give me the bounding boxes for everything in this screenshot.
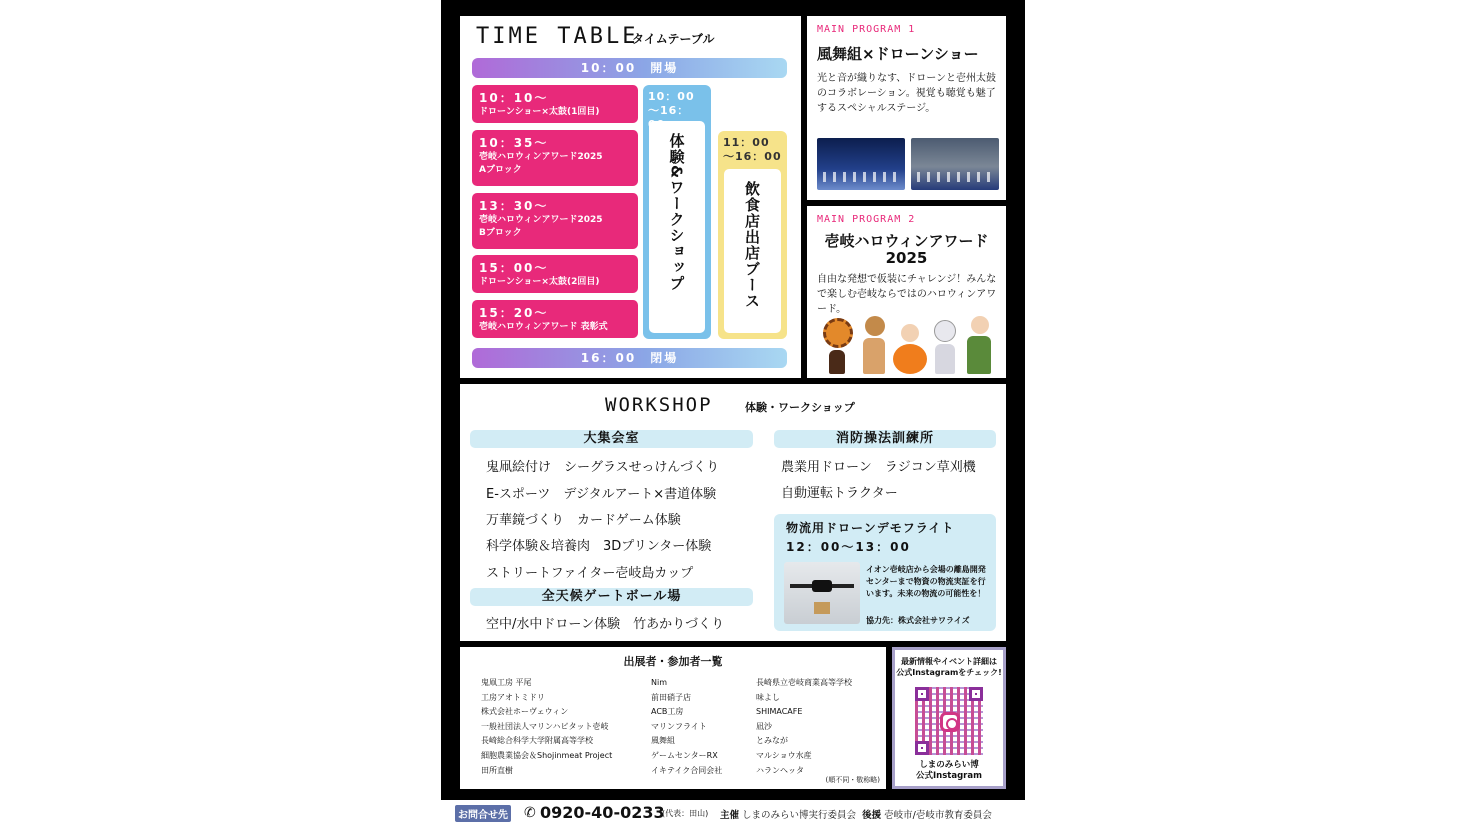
drone-show-photo [817,138,905,190]
timetable-slot: 10：10〜 ドローンショー×太鼓(1回目) [472,85,638,123]
delivery-drone-photo [784,562,860,624]
list-item: 味よし [756,692,780,702]
phone-icon: ✆ [524,805,536,821]
workshop-column-label: 体験&ワークショップ [667,133,686,292]
list-item: 鬼凧工房 平尾 [481,678,532,687]
timetable-slot: 13：30〜 壱岐ハロウィンアワード2025 Bブロック [472,193,638,249]
workshop-subtitle: 体験・ワークショップ [745,401,855,414]
taiko-stage-photo [911,138,999,190]
list-item: マルショウ水産 [756,750,812,760]
timetable-slot: 15：20〜 壱岐ハロウィンアワード 表彰式 [472,300,638,338]
drone-demo-flight-box [774,514,996,631]
list-item: 細胞農業協会＆Shojinmeat Project [481,750,613,760]
contact-label: お問合せ先 [455,805,511,822]
list-item: ACB工房 [651,707,684,717]
phone-representative: (代表：田山) [662,809,709,818]
list-item: 風舞組 [651,736,675,746]
workshop-item-row: 鬼凧絵付け シーグラスせっけんづくり [486,460,720,475]
list-item: 長崎県立壱岐商業高等学校 [756,678,852,687]
workshop-item-row: 万華鏡づくり カードゲーム体験 [486,513,681,528]
exhibitors-column-2 [651,676,722,778]
program-description: 光と音が織りなす、ドローンと壱州太鼓のコラボレーション。視覚も聴覚も魅了するスペシャルステージ。 [817,73,996,114]
program-description: 自由な発想で仮装にチャレンジ！みんなで楽しむ壱岐ならではのハロウィンアワード。 [817,274,997,315]
list-item: とみなが [756,736,788,746]
workshop-item-row: 自動運転トラクター [781,486,898,501]
exhibitors-column-1 [481,676,612,778]
program-title: 風舞組×ドローンショー [817,45,979,63]
program-label: MAIN PROGRAM 2 [817,214,916,225]
demo-cooperator: 協力先：株式会社サワライズ [866,616,970,625]
venue-heading: 全天候ゲートボール場 [470,588,753,606]
workshop-panel [460,384,1006,641]
demo-time: 12：00〜13：00 [786,540,911,554]
list-item: 一般社団法人マリンハビタット壱岐 [481,721,609,731]
organizers: 主催 しまのみらい博実行委員会 後援 壱岐市/壱岐市教育委員会 [720,810,992,821]
workshop-item-row: ストリートファイター壱岐島カップ [486,566,694,581]
list-item: 工房アオトミドリ [481,692,545,702]
halloween-characters-illustration [819,314,995,374]
program-label: MAIN PROGRAM 1 [817,24,916,35]
list-item: 株式会社ホーヴェウィン [481,707,569,717]
workshop-item-row: 空中/水中ドローン体験 竹あかりづくり [486,617,725,632]
workshop-time-column: 10：00 〜16： 体験&ワークショップ [643,85,711,339]
list-item: 田所直樹 [481,765,513,775]
venue-heading: 大集会室 [470,430,753,448]
instagram-caption: しまのみらい博 公式Instagram [916,760,982,781]
exhibitors-title: 出展者・参加者一覧 [623,655,723,668]
instagram-icon [940,712,960,732]
timetable-title: TIME TABLE [476,24,639,49]
demo-title: 物流用ドローンデモフライト [786,521,955,535]
program-title: 壱岐ハロウィンアワード 2025 [824,232,989,267]
workshop-title: WORKSHOP [605,394,713,416]
timetable-slot: 10：35〜 壱岐ハロウィンアワード2025 Aブロック [472,130,638,186]
list-item: マリンフライト [651,721,707,731]
demo-description: イオン壱岐店から会場の離島開発センターまで物資の物流実証を行います。未来の物流の可能性を！ [866,565,986,598]
list-item: ゲームセンターRX [651,750,718,760]
qr-finder-icon [915,687,929,701]
exhibitors-panel [460,647,886,789]
phone-number[interactable]: 0920-40-0233 [540,803,665,822]
list-item: SHIMACAFE [756,707,803,717]
venue-heading: 消防操法訓練所 [774,430,996,448]
qr-finder-icon [969,687,983,701]
closing-time-bar: 16：00 閉場 [472,348,787,368]
main-program-1-panel [807,16,1006,200]
list-item: 前田硝子店 [651,692,691,702]
instagram-qr-panel [892,647,1006,789]
timetable-slot: 15：00〜 ドローンショー×太鼓(2回目) [472,255,638,293]
footer [455,804,1015,822]
exhibitors-column-3 [756,676,852,778]
timetable-panel [460,16,801,378]
list-item: 長崎総合科学大学附属高等学校 [481,736,593,746]
list-item: ハランヘッタ [756,765,804,775]
workshop-item-row: 農業用ドローン ラジコン草刈機 [781,460,976,475]
main-program-2-panel [807,206,1006,378]
instagram-promo-text: 最新情報やイベント詳細は 公式Instagramをチェック! [896,657,1002,677]
list-item: イキテイク合同会社 [651,765,723,775]
opening-time-bar: 10：00 開場 [472,58,787,78]
workshop-item-row: 科学体験＆培養肉 3Dプリンター体験 [486,539,712,554]
exhibitors-note: (順不同・敬称略) [825,776,880,784]
qr-finder-icon [915,741,929,755]
timetable-subtitle: タイムテーブル [632,32,715,46]
food-booth-time-column: 11：00 〜16：00 飲食店出店ブース [718,131,787,339]
list-item: Nim [651,678,667,687]
event-poster [441,0,1025,800]
food-booth-column-label: 飲食店出店ブース [743,181,761,309]
workshop-item-row: E-スポーツ デジタルアート×書道体験 [486,487,717,502]
list-item: 凪沙 [756,721,772,731]
